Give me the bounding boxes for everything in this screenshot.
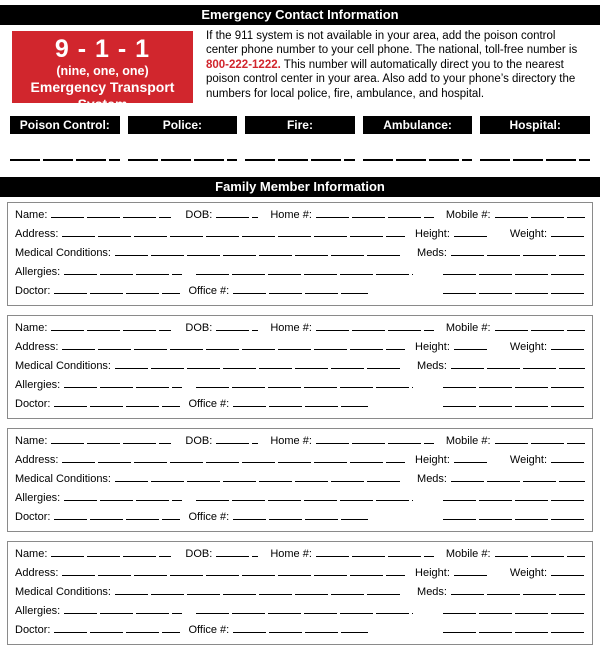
poison-control-label: Poison Control: <box>10 116 120 134</box>
allergies-line[interactable] <box>64 605 182 614</box>
meds-line[interactable] <box>451 247 585 256</box>
poison-control-phone-number: 800-222-1222. <box>206 58 281 71</box>
family-member-title: Family Member Information <box>215 179 385 194</box>
allergies-extra-line[interactable] <box>196 379 413 388</box>
allergies-label: Allergies: <box>15 266 61 278</box>
dob-line[interactable] <box>216 548 258 557</box>
meds-extra-line-2[interactable] <box>443 624 585 633</box>
form-row-address <box>15 451 585 470</box>
meds-extra-line-2[interactable] <box>443 398 585 407</box>
intro-text-before: If the 911 system is not available in your area, add the poison control center phone number to your cell phone. The national, toll-free number is <box>206 30 578 57</box>
mobile-phone-line[interactable] <box>495 548 585 557</box>
form-row-medical <box>15 244 585 263</box>
meds-extra-line-1[interactable] <box>443 266 585 275</box>
address-line[interactable] <box>62 454 405 463</box>
meds-extra-line-1[interactable] <box>443 492 585 501</box>
name-line[interactable] <box>51 209 171 218</box>
contact-col-ambulance <box>363 116 473 161</box>
hospital-number-line[interactable] <box>480 159 590 161</box>
form-row-doctor <box>15 621 585 640</box>
address-line[interactable] <box>62 228 405 237</box>
meds-extra-line-1[interactable] <box>443 379 585 388</box>
height-label: Height: <box>415 341 450 353</box>
medical-conditions-line[interactable] <box>115 473 401 482</box>
intro-text-after: This number will automatically direct you to the nearest poison control center in your area. Also add to your phone’s directory the numbers for local police, fire, ambulance, and hospital. <box>206 58 576 100</box>
address-label: Address: <box>15 567 59 579</box>
meds-extra-line-2[interactable] <box>443 285 585 294</box>
height-label: Height: <box>415 454 450 466</box>
weight-line[interactable] <box>551 567 585 576</box>
allergies-line[interactable] <box>64 379 182 388</box>
dob-label: DOB: <box>185 548 213 560</box>
form-row-identity <box>15 432 585 451</box>
height-label: Height: <box>415 228 450 240</box>
form-row-doctor <box>15 508 585 527</box>
home-phone-label: Home #: <box>270 209 312 221</box>
office-phone-label: Office #: <box>188 511 230 523</box>
fire-number-line[interactable] <box>245 159 355 161</box>
dob-label: DOB: <box>185 209 213 221</box>
name-line[interactable] <box>51 322 171 331</box>
top-section <box>0 25 600 112</box>
office-phone-label: Office #: <box>188 398 230 410</box>
home-phone-label: Home #: <box>270 435 312 447</box>
ambulance-label: Ambulance: <box>363 116 473 134</box>
weight-label: Weight: <box>509 454 547 466</box>
height-line[interactable] <box>454 341 488 350</box>
poison-control-number-line[interactable] <box>10 159 120 161</box>
name-line[interactable] <box>51 548 171 557</box>
allergies-extra-line[interactable] <box>196 266 413 275</box>
home-phone-label: Home #: <box>270 322 312 334</box>
member-box <box>7 315 593 419</box>
doctor-line[interactable] <box>54 624 180 633</box>
home-phone-line[interactable] <box>316 209 434 218</box>
form-row-address <box>15 564 585 583</box>
weight-line[interactable] <box>551 228 585 237</box>
911-number: 9 - 1 - 1 <box>54 35 151 63</box>
address-line[interactable] <box>62 341 405 350</box>
form-row-allergies <box>15 602 585 621</box>
name-label: Name: <box>15 435 48 447</box>
height-line[interactable] <box>454 454 488 463</box>
height-label: Height: <box>415 567 450 579</box>
911-phonetic: (nine, one, one) <box>56 64 149 78</box>
allergies-label: Allergies: <box>15 605 61 617</box>
office-phone-line[interactable] <box>233 398 368 407</box>
form-row-medical <box>15 357 585 376</box>
meds-line[interactable] <box>451 586 585 595</box>
address-line[interactable] <box>62 567 405 576</box>
dob-label: DOB: <box>185 322 213 334</box>
meds-label: Meds: <box>417 473 447 485</box>
mobile-phone-label: Mobile #: <box>445 322 491 334</box>
doctor-label: Doctor: <box>15 398 51 410</box>
allergies-extra-line[interactable] <box>196 492 413 501</box>
dob-line[interactable] <box>216 209 258 218</box>
medical-conditions-label: Medical Conditions: <box>15 360 111 372</box>
office-phone-line[interactable] <box>233 511 368 520</box>
intro-paragraph <box>206 29 588 101</box>
office-phone-line[interactable] <box>233 624 368 633</box>
911-callout-box <box>12 31 193 112</box>
meds-line[interactable] <box>451 360 585 369</box>
allergies-label: Allergies: <box>15 492 61 504</box>
medical-conditions-line[interactable] <box>115 586 401 595</box>
mobile-phone-label: Mobile #: <box>445 548 491 560</box>
dob-label: DOB: <box>185 435 213 447</box>
form-row-medical <box>15 470 585 489</box>
form-row-allergies <box>15 376 585 395</box>
medical-conditions-label: Medical Conditions: <box>15 473 111 485</box>
doctor-line[interactable] <box>54 511 180 520</box>
form-row-identity <box>15 319 585 338</box>
doctor-label: Doctor: <box>15 511 51 523</box>
weight-label: Weight: <box>509 567 547 579</box>
name-label: Name: <box>15 322 48 334</box>
allergies-line[interactable] <box>64 492 182 501</box>
fire-label: Fire: <box>245 116 355 134</box>
emergency-contact-title: Emergency Contact Information <box>201 7 399 22</box>
doctor-label: Doctor: <box>15 624 51 636</box>
medical-conditions-line[interactable] <box>115 247 401 256</box>
weight-line[interactable] <box>551 454 585 463</box>
meds-line[interactable] <box>451 473 585 482</box>
form-row-address <box>15 225 585 244</box>
contact-col-poison-control <box>10 116 120 161</box>
allergies-label: Allergies: <box>15 379 61 391</box>
name-label: Name: <box>15 209 48 221</box>
police-label: Police: <box>128 116 238 134</box>
meds-extra-line-1[interactable] <box>443 605 585 614</box>
form-row-medical <box>15 583 585 602</box>
name-line[interactable] <box>51 435 171 444</box>
contact-col-hospital <box>480 116 590 161</box>
meds-label: Meds: <box>417 360 447 372</box>
mobile-phone-line[interactable] <box>495 209 585 218</box>
address-label: Address: <box>15 341 59 353</box>
mobile-phone-label: Mobile #: <box>445 435 491 447</box>
form-row-identity <box>15 545 585 564</box>
form-row-doctor <box>15 395 585 414</box>
weight-label: Weight: <box>509 228 547 240</box>
hospital-label: Hospital: <box>480 116 590 134</box>
member-box <box>7 428 593 532</box>
emergency-contact-header-bar <box>0 5 600 25</box>
form-row-doctor <box>15 282 585 301</box>
emergency-form-page <box>0 5 600 636</box>
contact-col-police <box>128 116 238 161</box>
weight-line[interactable] <box>551 341 585 350</box>
doctor-line[interactable] <box>54 285 180 294</box>
form-row-allergies <box>15 489 585 508</box>
medical-conditions-line[interactable] <box>115 360 401 369</box>
meds-extra-line-2[interactable] <box>443 511 585 520</box>
dob-line[interactable] <box>216 435 258 444</box>
member-boxes-container <box>0 202 600 645</box>
police-number-line[interactable] <box>128 159 238 161</box>
address-label: Address: <box>15 454 59 466</box>
form-row-identity <box>15 206 585 225</box>
doctor-line[interactable] <box>54 398 180 407</box>
form-row-address <box>15 338 585 357</box>
allergies-line[interactable] <box>64 266 182 275</box>
home-phone-label: Home #: <box>270 548 312 560</box>
contact-col-fire <box>245 116 355 161</box>
office-phone-label: Office #: <box>188 624 230 636</box>
weight-label: Weight: <box>509 341 547 353</box>
height-line[interactable] <box>454 228 488 237</box>
doctor-label: Doctor: <box>15 285 51 297</box>
address-label: Address: <box>15 228 59 240</box>
ambulance-number-line[interactable] <box>363 159 473 161</box>
home-phone-line[interactable] <box>316 548 434 557</box>
office-phone-line[interactable] <box>233 285 368 294</box>
medical-conditions-label: Medical Conditions: <box>15 586 111 598</box>
mobile-phone-line[interactable] <box>495 435 585 444</box>
form-row-allergies <box>15 263 585 282</box>
mobile-phone-line[interactable] <box>495 322 585 331</box>
dob-line[interactable] <box>216 322 258 331</box>
911-subtitle: Emergency Transport System <box>30 79 175 112</box>
medical-conditions-label: Medical Conditions: <box>15 247 111 259</box>
mobile-phone-label: Mobile #: <box>445 209 491 221</box>
name-label: Name: <box>15 548 48 560</box>
home-phone-line[interactable] <box>316 322 434 331</box>
meds-label: Meds: <box>417 247 447 259</box>
member-box <box>7 202 593 306</box>
meds-label: Meds: <box>417 586 447 598</box>
family-member-header-bar <box>0 177 600 197</box>
height-line[interactable] <box>454 567 488 576</box>
member-box <box>7 541 593 645</box>
home-phone-line[interactable] <box>316 435 434 444</box>
office-phone-label: Office #: <box>188 285 230 297</box>
emergency-contacts-row <box>0 116 600 161</box>
allergies-extra-line[interactable] <box>196 605 413 614</box>
